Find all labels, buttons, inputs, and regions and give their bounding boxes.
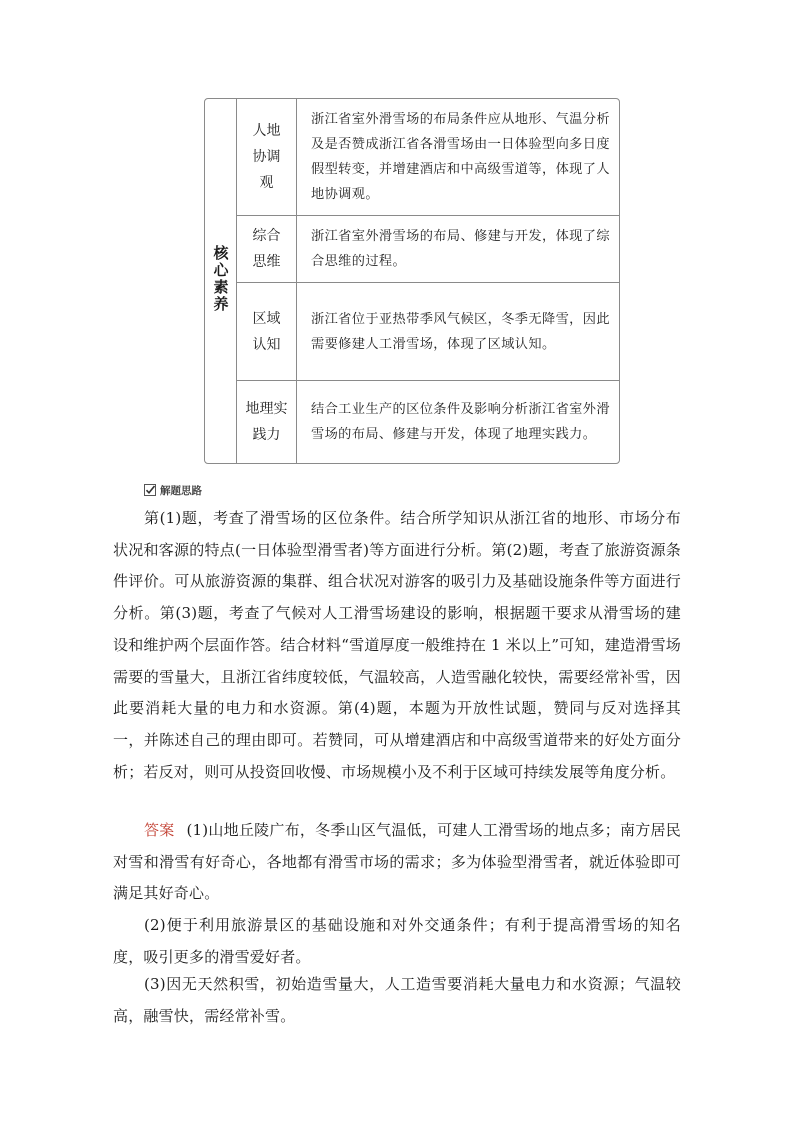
answer-paragraph-1 xyxy=(113,815,681,910)
checkbox-icon xyxy=(144,484,156,496)
answer-label: 答案 xyxy=(144,821,175,839)
core-row-name: 区域认知 xyxy=(237,283,297,380)
core-literacy-table xyxy=(204,98,620,464)
core-row-regional-cognition xyxy=(237,282,619,380)
core-literacy-side-header xyxy=(205,99,237,463)
core-row-geo-practice xyxy=(237,380,619,463)
answer-paragraph-3: (3)因无天然积雪，初始造雪量大，人工造雪要消耗大量电力和水资源；气温较高，融雪快，需经常补雪。 xyxy=(113,975,681,1025)
core-row-desc: 结合工业生产的区位条件及影响分析浙江省室外滑雪场的布局、修建与开发，体现了地理实践力。 xyxy=(311,402,610,442)
core-row-integrated-thinking xyxy=(237,215,619,282)
core-row-name: 人地协调观 xyxy=(237,99,297,215)
solution-approach-header xyxy=(144,482,202,498)
core-literacy-label: 核心素养 xyxy=(211,245,230,313)
solution-paragraph: 第(1)题，考查了滑雪场的区位条件。结合所学知识从浙江省的地形、市场分布状况和客源的特点(一日体验型滑雪者)等方面进行分析。第(2)题，考查了旅游资源条件评价。可从旅游资源的集群、组合状况对游客的吸引力及基础设施条件等方面进行分析。第(3)题，考查了气候对人工滑雪场建设的影响，根据题干要求从滑雪场的建设和维护两个层面作答。结合材料“雪道厚度一般维持在 1 米以上”可知，建造滑雪场需要的雪量大，且浙江省纬度较低，气温较高，人造雪融化较快，需要经常补雪，因此要消耗大量的电力和水资源。第(4)题，本题为开放性试题，赞同与反对选择其一，并陈述自己的理由即可。若赞同，可从增建酒店和中高级雪道带来的好处方面分析；若反对，则可从投资回收慢、市场规模小及不利于区域可持续发展等角度分析。 xyxy=(113,509,681,781)
solution-approach-label: 解题思路 xyxy=(160,484,202,497)
core-row-name: 地理实践力 xyxy=(237,381,297,463)
core-row-desc: 浙江省位于亚热带季风气候区，冬季无降雪，因此需要修建人工滑雪场，体现了区域认知。 xyxy=(311,311,610,352)
core-row-desc: 浙江省室外滑雪场的布局条件应从地形、气温分析及是否赞成浙江省各滑雪场由一日体验型向多日度假型转变，并增建酒店和中高级雪道等，体现了人地协调观。 xyxy=(311,112,610,202)
core-row-desc: 浙江省室外滑雪场的布局、修建与开发，体现了综合思维的过程。 xyxy=(311,229,610,269)
core-row-name: 综合思维 xyxy=(237,216,297,282)
answer-text-1: (1)山地丘陵广布，冬季山区气温低，可建人工滑雪场的地点多；南方居民对雪和滑雪有好奇心，各地都有滑雪市场的需求；多为体验型滑雪者，就近体验即可满足其好奇心。 xyxy=(113,821,681,903)
answer-paragraph-2: (2)便于利用旅游景区的基础设施和对外交通条件；有利于提高滑雪场的知名度，吸引更多的滑雪爱好者。 xyxy=(113,916,681,966)
core-row-human-land xyxy=(237,99,619,215)
